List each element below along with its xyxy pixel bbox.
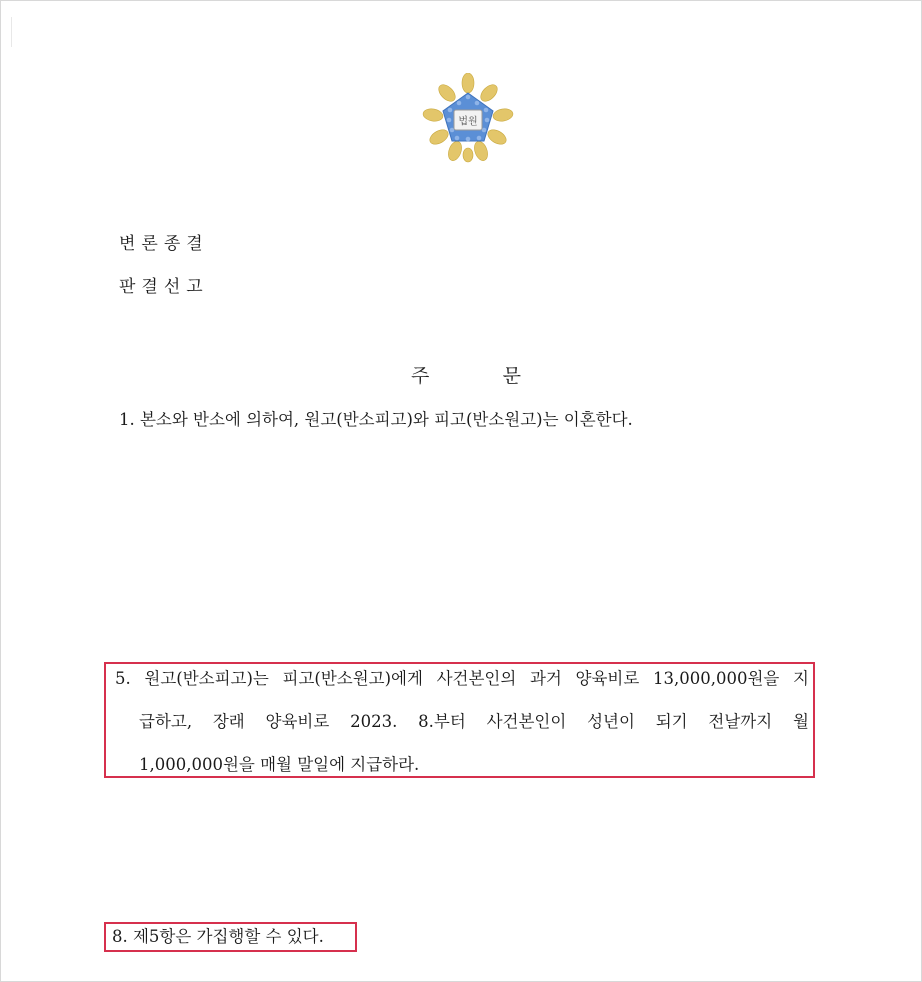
item-5-line-3: 1,000,000원을 매월 말일에 지급하라. <box>139 755 420 774</box>
item-5-line-1 <box>115 666 809 709</box>
item-5-word: 양육비로 <box>575 669 640 688</box>
item-5-word: 전날까지 <box>708 712 773 731</box>
heading-char-1: 주 <box>411 365 430 387</box>
item-5-word: 2023. <box>350 712 398 731</box>
item-5-word: 13,000,000원을 <box>652 669 780 688</box>
order-item-8: 8. 제5항은 가집행할 수 있다. <box>112 927 324 946</box>
item-5-word: 피고(반소원고)에게 <box>282 669 423 688</box>
heading-char-2: 문 <box>502 365 521 387</box>
item-5-word: 되기 <box>655 712 688 731</box>
judgment-pronouncement-label: 판결선고 <box>119 277 209 297</box>
page-edge-mark <box>11 17 12 47</box>
item-5-word: 급하고, <box>139 712 193 731</box>
item-5-word: 원고(반소피고)는 <box>144 669 269 688</box>
order-item-5 <box>115 666 809 795</box>
item-5-word: 지 <box>793 669 809 688</box>
emblem-label: 법원 <box>458 116 478 128</box>
order-item-1: 1. 본소와 반소에 의하여, 원고(반소피고)와 피고(반소원고)는 이혼한다. <box>119 410 633 429</box>
item-5-word: 성년이 <box>587 712 635 731</box>
court-emblem-icon <box>421 73 515 163</box>
item-5-word: 8.부터 <box>418 712 466 731</box>
item-5-word: 사건본인의 <box>436 669 517 688</box>
item-5-line-2 <box>115 709 809 752</box>
closing-of-argument-label: 변론종결 <box>119 234 209 254</box>
item-5-word: 사건본인이 <box>486 712 567 731</box>
item-5-word: 과거 <box>529 669 562 688</box>
item-5-word: 양육비로 <box>265 712 330 731</box>
item-5-word: 5. <box>115 669 131 688</box>
item-5-word: 월 <box>792 712 809 731</box>
item-5-word: 장래 <box>212 712 245 731</box>
section-heading-order <box>411 361 521 388</box>
